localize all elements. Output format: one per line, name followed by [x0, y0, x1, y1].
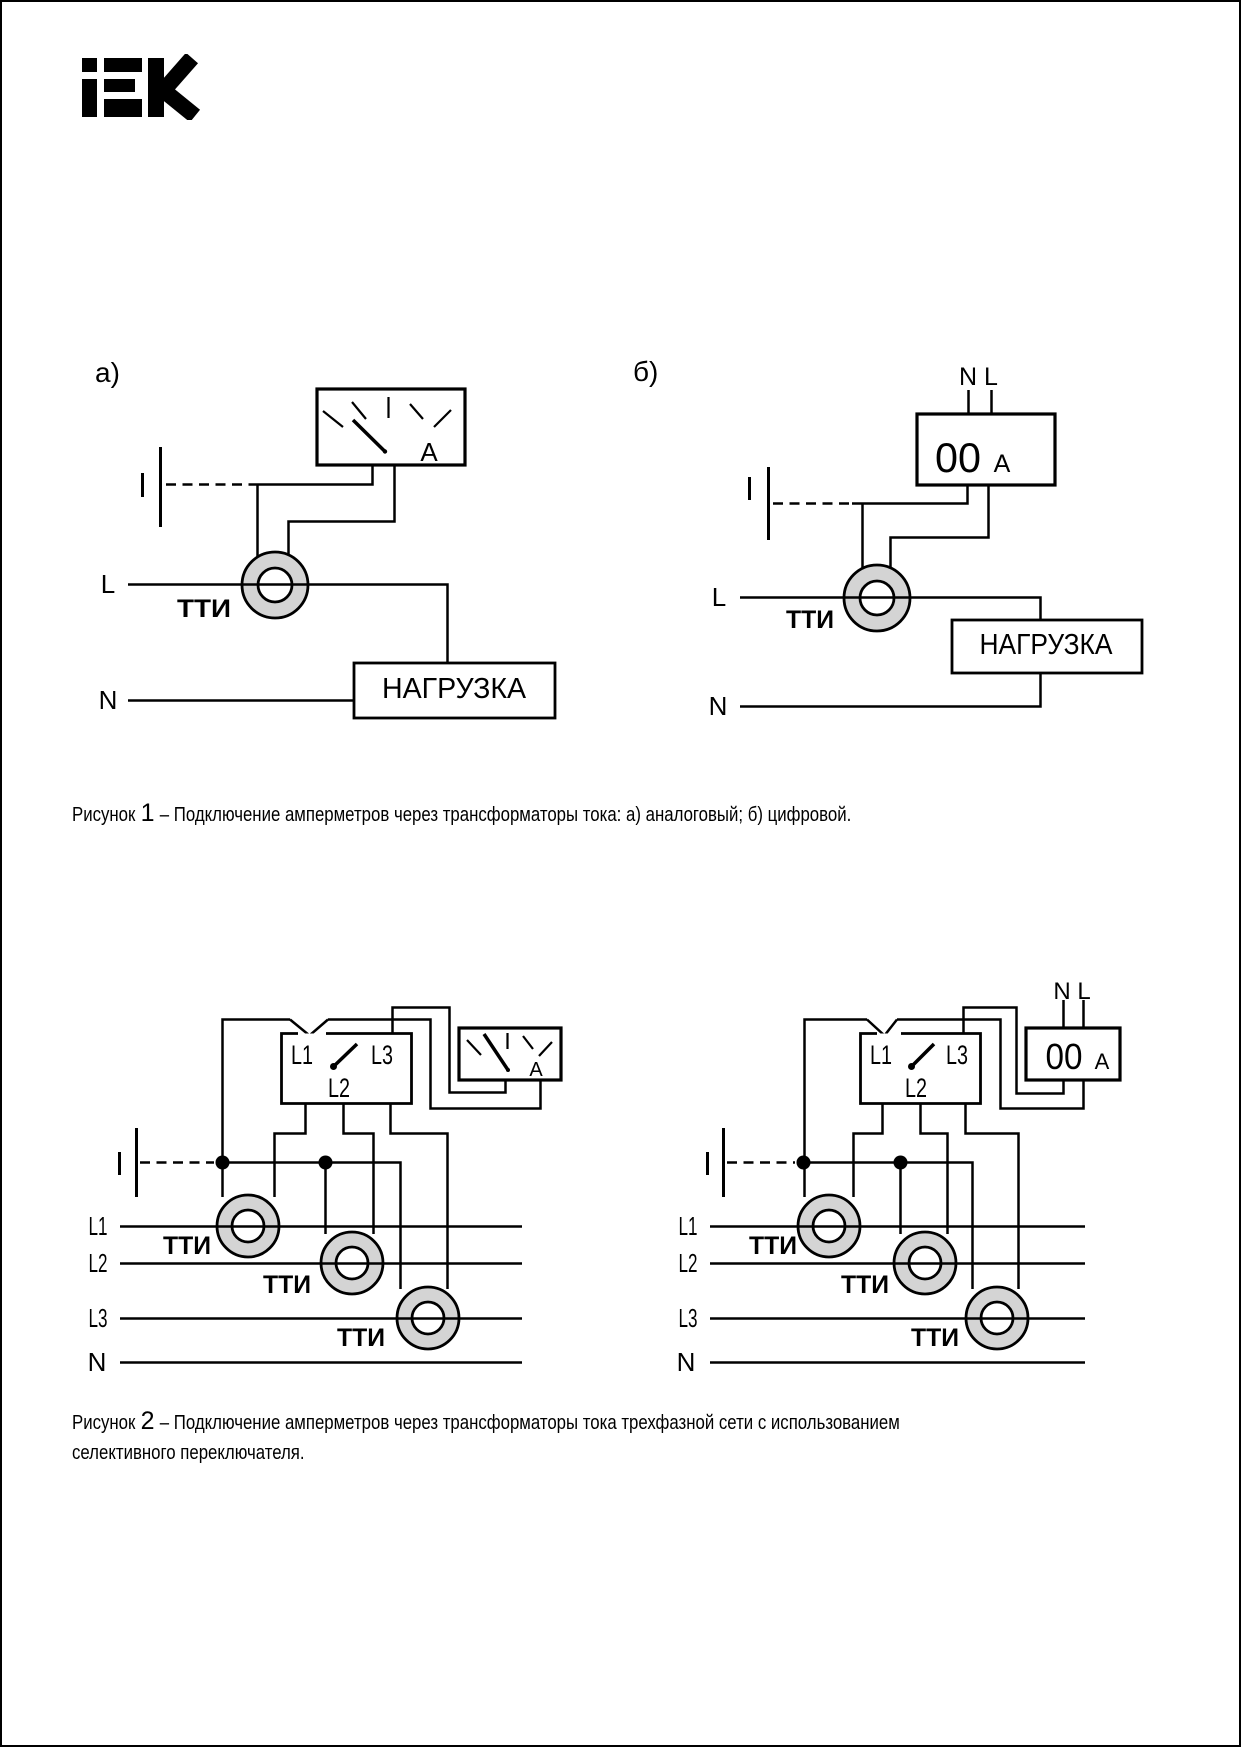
ct-label: ТТИ [177, 595, 231, 623]
meter-pivot-dot [383, 449, 387, 453]
figure1-caption [72, 797, 851, 829]
phase-l3-label: L3 [88, 1303, 108, 1333]
switch-position-l3: L3 [371, 1040, 393, 1070]
switch-position-l1: L1 [291, 1040, 313, 1070]
ground-icon [143, 447, 161, 527]
neutral-n-label: N [98, 685, 118, 715]
phase-l2-label: L2 [678, 1248, 698, 1278]
ct-label: ТТИ [841, 1271, 889, 1299]
meter-value: 00 [1045, 1036, 1083, 1077]
meter-unit-label: А [993, 450, 1011, 478]
neutral-n-label: N [676, 1347, 696, 1377]
analog-ammeter-box [317, 389, 465, 465]
ct-label: ТТИ [749, 1232, 797, 1260]
junction-dot [894, 1156, 908, 1170]
phase-l1-label: L1 [678, 1211, 698, 1241]
load-label: НАГРУЗКА [382, 673, 527, 705]
meter-unit-label: А [529, 1059, 543, 1081]
terminal-l-label: L [984, 363, 998, 391]
figure1-analog-diagram [95, 357, 555, 718]
figure1-label-a: а) [95, 357, 120, 388]
switch-position-l3: L3 [946, 1040, 968, 1070]
figure1-label-b: б) [633, 356, 659, 387]
load-label: НАГРУЗКА [979, 629, 1114, 661]
caption-prefix: Рисунок [72, 1412, 136, 1434]
meter-unit-label: А [420, 437, 438, 467]
ct-label: ТТИ [911, 1324, 959, 1352]
meter-unit-label: А [1094, 1049, 1110, 1074]
terminal-l-label: L [1077, 978, 1091, 1005]
ct-label: ТТИ [337, 1324, 385, 1352]
switch-position-l1: L1 [870, 1040, 892, 1070]
junction-dot [797, 1156, 811, 1170]
figure2-caption-line2: селективного переключателя. [72, 1442, 305, 1464]
selector-lever-pivot [908, 1063, 915, 1070]
neutral-n-label: N [708, 691, 728, 721]
caption-text: – Подключение амперметров через трансформаторы тока: а) аналоговый; б) цифровой. [159, 804, 852, 826]
figure2-right-diagram [677, 978, 1120, 1377]
secondary-wiring [251, 465, 395, 560]
terminal-n-label: N [1053, 978, 1071, 1005]
selector-lever-pivot [330, 1063, 337, 1070]
analog-ammeter-box [459, 1028, 561, 1080]
switch-position-l2: L2 [328, 1073, 350, 1103]
caption-text: – Подключение амперметров через трансформаторы тока трехфазной сети с использованием [159, 1412, 900, 1434]
neutral-n-label: N [87, 1347, 107, 1377]
phase-l2-label: L2 [88, 1248, 108, 1278]
phase-l-label: L [100, 569, 116, 599]
ground-icon [120, 1128, 137, 1197]
meter-pivot-dot [506, 1068, 510, 1072]
junction-dot [319, 1156, 333, 1170]
switch-position-l2: L2 [905, 1073, 927, 1103]
junction-dot [216, 1156, 230, 1170]
ct-label: ТТИ [163, 1232, 211, 1260]
ct-label: ТТИ [786, 606, 834, 634]
caption-prefix: Рисунок [72, 804, 136, 826]
phase-l1-label: L1 [88, 1211, 108, 1241]
caption-number: 1 [140, 799, 155, 827]
terminal-n-label: N [958, 363, 978, 391]
phase-l-label: L [711, 582, 727, 612]
figure2-left-diagram [88, 1008, 561, 1378]
figure2-caption-line1 [72, 1405, 900, 1437]
ground-icon [750, 467, 769, 540]
caption-number: 2 [140, 1407, 155, 1435]
ct-label: ТТИ [263, 1271, 311, 1299]
ground-icon [708, 1128, 724, 1197]
figure1-digital-diagram [633, 356, 1142, 721]
meter-value: 00 [935, 434, 981, 481]
figure1-caption-line [72, 797, 851, 829]
figure2-caption [72, 1405, 900, 1469]
phase-l3-label: L3 [678, 1303, 698, 1333]
